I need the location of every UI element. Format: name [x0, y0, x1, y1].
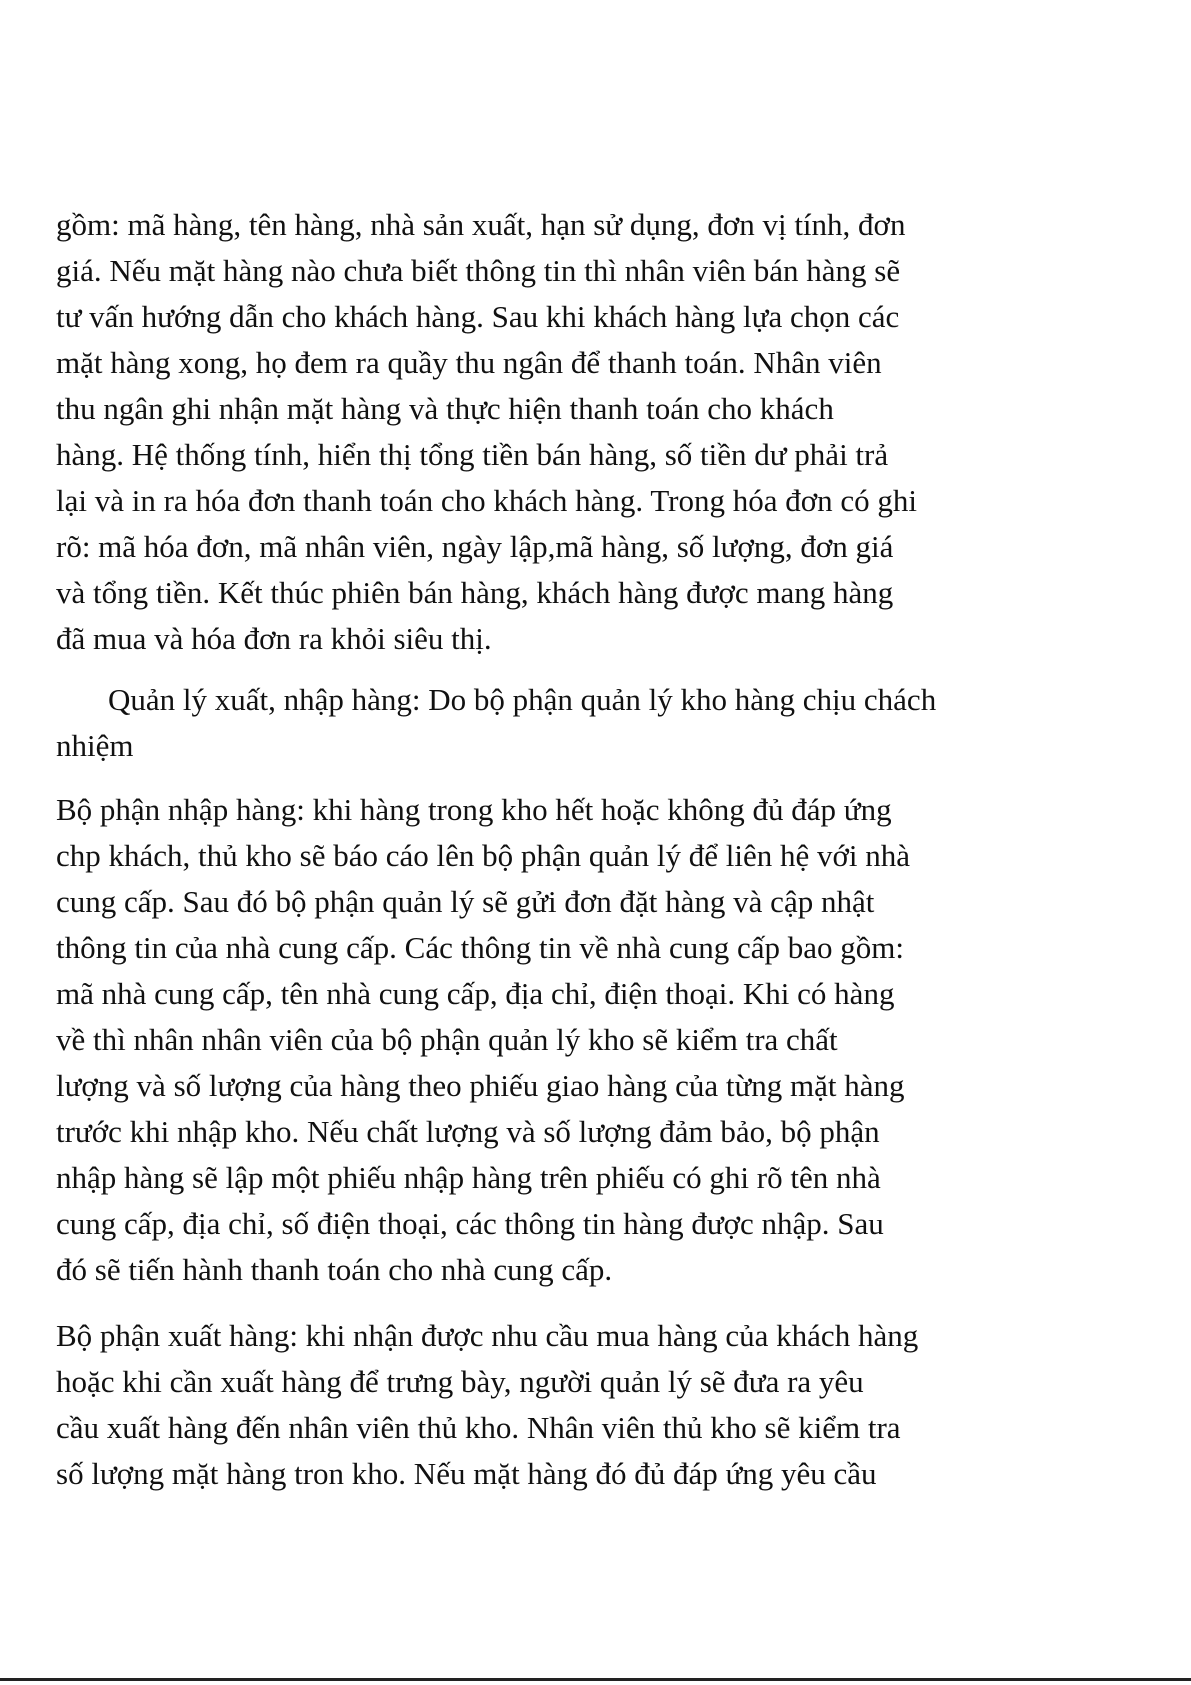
text-line: Quản lý xuất, nhập hàng: Do bộ phận quản lý kho hàng chịu chách	[108, 682, 937, 717]
text-line: hàng. Hệ thống tính, hiển thị tổng tiền bán hàng, số tiền dư phải trả	[56, 437, 889, 472]
text-line: cầu xuất hàng đến nhân viên thủ kho. Nhân viên thủ kho sẽ kiểm tra	[56, 1410, 901, 1445]
text-line: mã nhà cung cấp, tên nhà cung cấp, địa chỉ, điện thoại. Khi có hàng	[56, 976, 895, 1011]
text-line: mặt hàng xong, họ đem ra quầy thu ngân để thanh toán. Nhân viên	[56, 345, 882, 380]
text-line: hoặc khi cần xuất hàng để trưng bày, người quản lý sẽ đưa ra yêu	[56, 1364, 864, 1399]
text-line: về thì nhân nhân viên của bộ phận quản lý kho sẽ kiểm tra chất	[56, 1022, 838, 1057]
text-line: và tổng tiền. Kết thúc phiên bán hàng, khách hàng được mang hàng	[56, 575, 894, 610]
text-line: lại và in ra hóa đơn thanh toán cho khách hàng. Trong hóa đơn có ghi	[56, 483, 918, 518]
text-line: Bộ phận nhập hàng: khi hàng trong kho hết hoặc không đủ đáp ứng	[56, 792, 892, 827]
text-line: tư vấn hướng dẫn cho khách hàng. Sau khi khách hàng lựa chọn các	[56, 299, 900, 334]
paragraph-import-export-heading	[56, 677, 1136, 769]
text-line: chp khách, thủ kho sẽ báo cáo lên bộ phận quản lý để liên hệ với nhà	[56, 838, 911, 873]
paragraph-import-department	[56, 787, 1136, 1293]
text-line: giá. Nếu mặt hàng nào chưa biết thông tin thì nhân viên bán hàng sẽ	[56, 253, 901, 288]
text-line: cung cấp. Sau đó bộ phận quản lý sẽ gửi đơn đặt hàng và cập nhật	[56, 884, 875, 919]
text-line: số lượng mặt hàng tron kho. Nếu mặt hàng đó đủ đáp ứng yêu cầu	[56, 1456, 877, 1491]
text-line: Bộ phận xuất hàng: khi nhận được nhu cầu mua hàng của khách hàng	[56, 1318, 919, 1353]
text-line: rõ: mã hóa đơn, mã nhân viên, ngày lập,mã hàng, số lượng, đơn giá	[56, 529, 894, 564]
text-line: thông tin của nhà cung cấp. Các thông tin về nhà cung cấp bao gồm:	[56, 930, 904, 965]
text-line: đã mua và hóa đơn ra khỏi siêu thị.	[56, 621, 492, 656]
text-line: thu ngân ghi nhận mặt hàng và thực hiện thanh toán cho khách	[56, 391, 834, 426]
paragraph-sales-process	[56, 202, 1136, 662]
text-line: nhiệm	[56, 728, 134, 763]
text-line: gồm: mã hàng, tên hàng, nhà sản xuất, hạn sử dụng, đơn vị tính, đơn	[56, 207, 906, 242]
page-bottom-rule	[0, 1678, 1191, 1681]
text-line: lượng và số lượng của hàng theo phiếu giao hàng của từng mặt hàng	[56, 1068, 905, 1103]
text-line: nhập hàng sẽ lập một phiếu nhập hàng trên phiếu có ghi rõ tên nhà	[56, 1160, 881, 1195]
paragraph-export-department	[56, 1313, 1136, 1497]
text-line: trước khi nhập kho. Nếu chất lượng và số lượng đảm bảo, bộ phận	[56, 1114, 880, 1149]
text-line: đó sẽ tiến hành thanh toán cho nhà cung cấp.	[56, 1252, 613, 1287]
text-line: cung cấp, địa chỉ, số điện thoại, các thông tin hàng được nhập. Sau	[56, 1206, 884, 1241]
